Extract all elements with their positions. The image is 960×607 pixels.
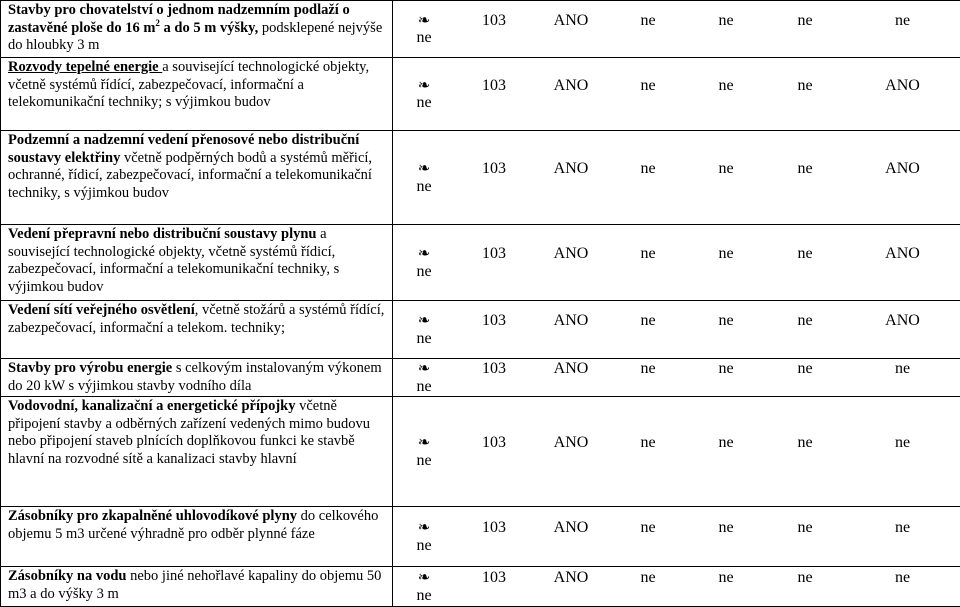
description-text: Zásobníky na vodu xyxy=(8,568,126,584)
value-cell: 103 xyxy=(455,360,533,378)
value-cell: ne xyxy=(609,312,687,330)
table-row xyxy=(1,567,960,607)
value-cell: ne xyxy=(687,160,765,178)
description-text: do celkového objemu 5 m3 určené výhradně pro odběr plynné fáze xyxy=(8,508,378,542)
value-cell: ANO xyxy=(533,12,609,30)
pointer-icon: ❧ xyxy=(393,519,455,537)
value-cell: ne xyxy=(609,519,687,537)
value-cell: ANO xyxy=(533,519,609,537)
value-cell: ne xyxy=(687,360,765,378)
row-values xyxy=(393,1,960,58)
value-cell: ne xyxy=(765,312,845,330)
values-grid xyxy=(393,312,960,347)
value-cell: 103 xyxy=(455,12,533,30)
value-cell: ne xyxy=(765,360,845,378)
description-text: a související technologické objekty, včetně systémů řídicí, zabezpečovací, informační a telekomunikační techniky, s výjimkou budov xyxy=(8,226,339,295)
value-cell: ne xyxy=(393,29,455,47)
value-cell: ne xyxy=(765,569,845,587)
pointer-icon: ❧ xyxy=(393,569,455,587)
row-values xyxy=(393,301,960,359)
values-grid xyxy=(393,519,960,554)
value-cell: ne xyxy=(765,434,845,452)
description-text: Rozvody tepelné energie xyxy=(8,59,162,75)
row-description xyxy=(1,1,393,58)
table-row xyxy=(1,301,960,359)
description-text: včetně připojení stavby a odběrných zařízení vedených mimo budovu nebo připojení staveb plnících doplňkovou funkci ke stavbě hlavní na rozvodné sítě a kanalizaci stavby hlavní xyxy=(8,398,370,467)
value-cell: ne xyxy=(609,160,687,178)
value-cell: ne xyxy=(609,77,687,95)
description-text: Stavby pro výrobu energie xyxy=(8,360,172,376)
value-cell: ne xyxy=(609,245,687,263)
value-cell: ANO xyxy=(533,312,609,330)
description-text: Zásobníky pro zkapalněné uhlovodíkové plyny xyxy=(8,508,297,524)
value-cell: ne xyxy=(765,519,845,537)
value-cell: ANO xyxy=(845,77,960,95)
pointer-icon: ❧ xyxy=(393,312,455,330)
row-description xyxy=(1,301,393,359)
row-description xyxy=(1,507,393,567)
values-grid xyxy=(393,245,960,280)
description-text: Vedení přepravní nebo distribuční soustavy plynu xyxy=(8,226,316,242)
value-cell: 103 xyxy=(455,77,533,95)
values-grid xyxy=(393,569,960,604)
pointer-icon: ❧ xyxy=(393,434,455,452)
value-cell: ANO xyxy=(533,569,609,587)
table-row xyxy=(1,397,960,507)
value-cell: 103 xyxy=(455,245,533,263)
values-grid xyxy=(393,360,960,395)
row-description xyxy=(1,397,393,507)
row-description xyxy=(1,359,393,397)
value-cell: ANO xyxy=(533,434,609,452)
table-row xyxy=(1,359,960,397)
row-description xyxy=(1,225,393,301)
value-cell: ANO xyxy=(533,360,609,378)
row-values xyxy=(393,397,960,507)
value-cell: 103 xyxy=(455,312,533,330)
value-cell: ne xyxy=(393,330,455,348)
row-values xyxy=(393,131,960,225)
value-cell: ne xyxy=(393,178,455,196)
description-text: podsklepené nejvýše do hloubky 3 m xyxy=(8,20,382,54)
row-description xyxy=(1,567,393,607)
value-cell: ne xyxy=(393,94,455,112)
value-cell: ANO xyxy=(845,312,960,330)
value-cell: ANO xyxy=(533,77,609,95)
value-cell: ne xyxy=(393,378,455,396)
description-text: , včetně stožárů a systémů řídící, zabezpečovací, informační a telekom. techniky; xyxy=(8,302,384,336)
value-cell: ne xyxy=(393,263,455,281)
value-cell: ne xyxy=(687,312,765,330)
row-values xyxy=(393,58,960,131)
description-text: Vedení sítí veřejného osvětlení xyxy=(8,302,195,318)
table-row xyxy=(1,1,960,58)
values-grid xyxy=(393,77,960,112)
pointer-icon: ❧ xyxy=(393,160,455,178)
value-cell: ne xyxy=(687,569,765,587)
row-values xyxy=(393,225,960,301)
value-cell: ne xyxy=(687,245,765,263)
row-description xyxy=(1,131,393,225)
description-text: a do 5 m výšky, xyxy=(160,20,258,36)
value-cell: ne xyxy=(393,452,455,470)
value-cell: 103 xyxy=(455,519,533,537)
value-cell: ne xyxy=(765,160,845,178)
row-values xyxy=(393,359,960,397)
description-text: s celkovým instalovaným výkonem do 20 kW s výjimkou stavby vodního díla xyxy=(8,360,382,394)
table-row xyxy=(1,131,960,225)
row-values xyxy=(393,567,960,607)
description-text: 2 xyxy=(155,18,160,28)
value-cell: ANO xyxy=(845,245,960,263)
value-cell: 103 xyxy=(455,434,533,452)
table-row xyxy=(1,225,960,301)
row-values xyxy=(393,507,960,567)
value-cell: ne xyxy=(609,360,687,378)
table-row xyxy=(1,58,960,131)
value-cell: ne xyxy=(845,519,960,537)
pointer-icon: ❧ xyxy=(393,360,455,378)
value-cell: ne xyxy=(845,434,960,452)
value-cell: ne xyxy=(765,245,845,263)
value-cell: ne xyxy=(765,77,845,95)
values-grid xyxy=(393,12,960,47)
pointer-icon: ❧ xyxy=(393,245,455,263)
value-cell: ne xyxy=(609,434,687,452)
value-cell: ne xyxy=(609,569,687,587)
table-body xyxy=(1,1,960,607)
pointer-icon: ❧ xyxy=(393,12,455,30)
value-cell: ne xyxy=(845,360,960,378)
value-cell: ne xyxy=(687,77,765,95)
value-cell: 103 xyxy=(455,569,533,587)
value-cell: ne xyxy=(609,12,687,30)
description-text: Vodovodní, kanalizační a energetické přípojky xyxy=(8,398,295,414)
value-cell: ne xyxy=(765,12,845,30)
values-grid xyxy=(393,160,960,195)
pointer-icon: ❧ xyxy=(393,77,455,95)
value-cell: ne xyxy=(393,587,455,605)
description-text: nebo jiné nehořlavé kapaliny do objemu 50 m3 a do výšky 3 m xyxy=(8,568,381,602)
value-cell: ne xyxy=(687,12,765,30)
value-cell: ne xyxy=(687,519,765,537)
row-description xyxy=(1,58,393,131)
value-cell: ne xyxy=(845,569,960,587)
description-text: Stavby pro chovatelství o jednom nadzemním podlaží o zastavěné ploše do 16 m xyxy=(8,2,350,36)
table-row xyxy=(1,507,960,567)
description-text: a související technologické objekty, včetně systémů řídící, zabezpečovací, informační a telekomunikační techniky; s výjimkou budov xyxy=(8,59,369,110)
value-cell: ne xyxy=(393,537,455,555)
value-cell: ne xyxy=(845,12,960,30)
value-cell: ne xyxy=(687,434,765,452)
value-cell: 103 xyxy=(455,160,533,178)
description-text: Podzemní a nadzemní vedení přenosové nebo distribuční soustavy elektřiny xyxy=(8,132,359,166)
value-cell: ANO xyxy=(533,160,609,178)
value-cell: ANO xyxy=(533,245,609,263)
values-grid xyxy=(393,434,960,469)
description-text: včetně podpěrných bodů a systémů měřicí, ochranné, řídicí, zabezpečovací, informační a telekomunikační techniky, s výjimkou budov xyxy=(8,150,372,201)
value-cell: ANO xyxy=(845,160,960,178)
